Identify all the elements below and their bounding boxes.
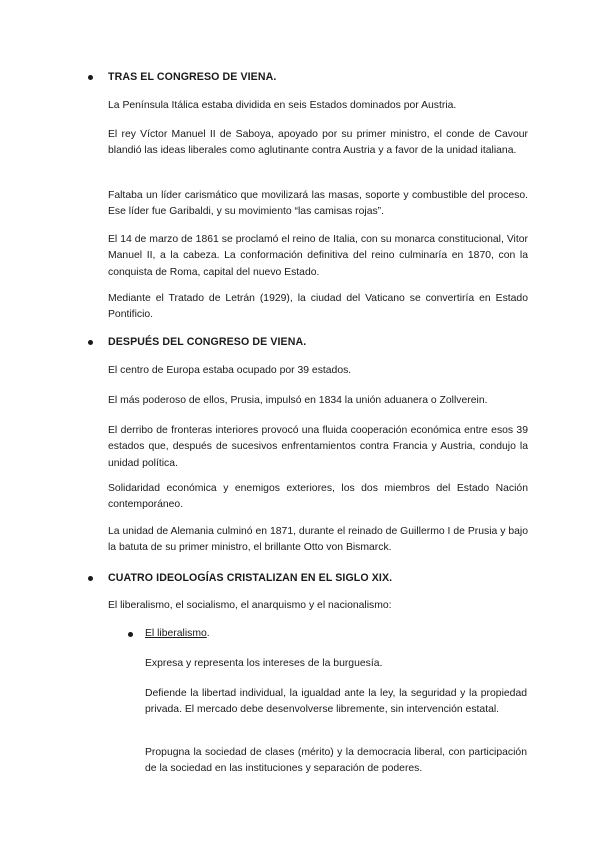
paragraph: Expresa y representa los intereses de la burguesía.: [145, 658, 383, 669]
paragraph: Mediante el Tratado de Letrán (1929), la ciudad del Vaticano se convertiría en Estado Pontificio.: [108, 293, 528, 321]
paragraph: El 14 de marzo de 1861 se proclamó el reino de Italia, con su monarca constitucional, Vitor Manuel II, a la cabeza. La conformación definitiva del reino culminaría en 1870, con la conquista de Roma, capital del nuevo Estado.: [108, 234, 528, 278]
bullet-icon: [88, 75, 93, 80]
paragraph: El liberalismo, el socialismo, el anarquismo y el nacionalismo:: [108, 600, 392, 611]
paragraph: Solidaridad económica y enemigos exteriores, los dos miembros del Estado Nación contemporáneo.: [108, 483, 528, 511]
paragraph: El más poderoso de ellos, Prusia, impulsó en 1834 la unión aduanera o Zollverein.: [108, 395, 488, 406]
subsection-title-suffix: .: [206, 628, 210, 639]
paragraph: La unidad de Alemania culminó en 1871, durante el reinado de Guillermo I de Prusia y bajo la batuta de su primer ministro, el brillante Otto von Bismarck.: [108, 526, 528, 554]
paragraph: El centro de Europa estaba ocupado por 39 estados.: [108, 365, 352, 376]
paragraph: El derribo de fronteras interiores provocó una fluida cooperación económica entre esos 39 estados que, después de sucesivos enfrentamientos contra Francia y Austria, condujo la unidad política.: [108, 425, 528, 469]
paragraph: El rey Víctor Manuel II de Saboya, apoyado por su primer ministro, el conde de Cavour blandió las ideas liberales como aglutinante contra Austria y a favor de la unidad italiana.: [108, 129, 528, 157]
bullet-icon: [128, 632, 133, 637]
bullet-icon: [88, 340, 93, 345]
section-title: TRAS EL CONGRESO DE VIENA.: [108, 71, 277, 83]
subsection-title: El liberalismo: [145, 628, 207, 639]
section-title: CUATRO IDEOLOGÍAS CRISTALIZAN EN EL SIGLO XIX.: [108, 572, 393, 584]
paragraph: Faltaba un líder carismático que movilizará las masas, soporte y combustible del proceso. Ese líder fue Garibaldi, y su movimiento “las camisas rojas”.: [108, 190, 528, 218]
paragraph: Propugna la sociedad de clases (mérito) y la democracia liberal, con participación de la sociedad en las instituciones y separación de poderes.: [145, 747, 527, 775]
paragraph: Defiende la libertad individual, la igualdad ante la ley, la seguridad y la propiedad privada. El mercado debe desenvolverse libremente, sin intervención estatal.: [145, 688, 527, 716]
bullet-icon: [88, 576, 93, 581]
paragraph: La Península Itálica estaba dividida en seis Estados dominados por Austria.: [108, 100, 457, 111]
section-title: DESPUÉS DEL CONGRESO DE VIENA.: [108, 336, 307, 348]
